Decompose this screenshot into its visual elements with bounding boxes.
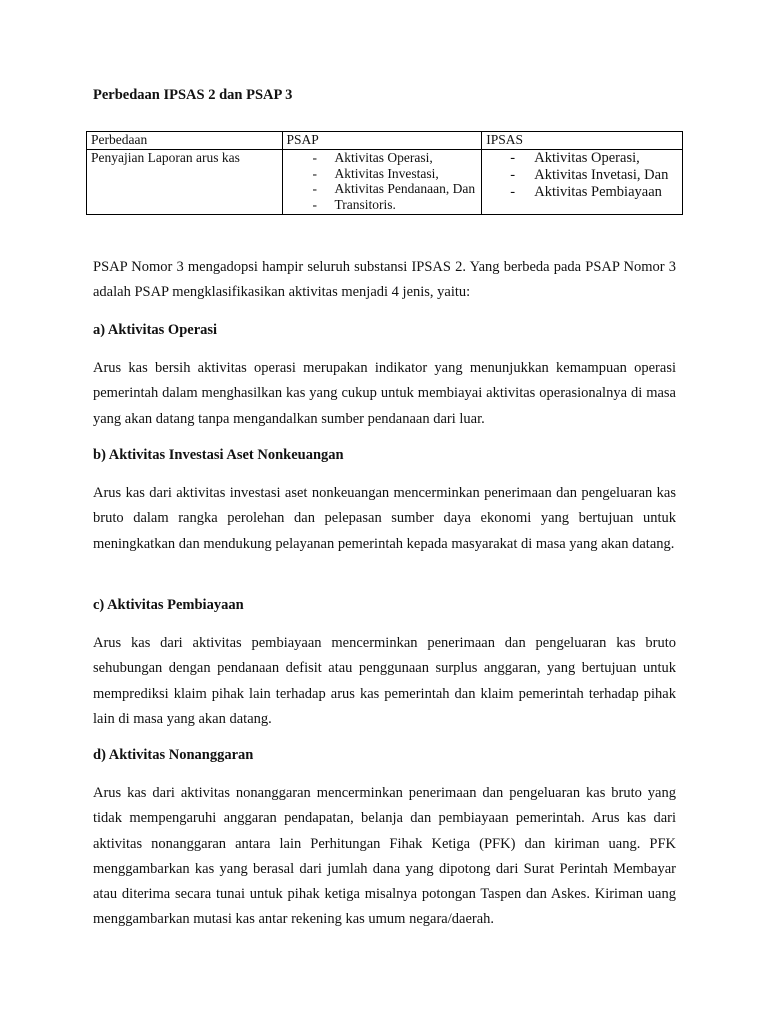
section-heading-pembiayaan: c) Aktivitas Pembiayaan [93, 597, 244, 613]
list-item: - Aktivitas Operasi, [486, 150, 678, 167]
psap-list [287, 150, 478, 214]
header-psap: PSAP [282, 132, 482, 150]
list-item: - Aktivitas Pembiayaan [486, 184, 678, 201]
section-body-nonanggaran: Arus kas dari aktivitas nonanggaran mencerminkan penerimaan dan pengeluaran kas bruto yang tidak mempengaruhi anggaran pendapatan, belanja dan pembiayaan pemerintah. Arus kas dari aktivitas nonanggaran antara lain Perhitungan Fihak Ketiga (PFK) dan kiriman uang. PFK menggambarkan kas yang berasal dari jumlah dana yang dipotong dari Surat Perintah Membayar atau diterima secara tunai untuk pihak ketiga misalnya potongan Taspen dan Askes. Kiriman uang menggambarkan mutasi kas antar rekening kas umum negara/daerah. [93, 785, 676, 928]
section-body-operasi: Arus kas bersih aktivitas operasi merupakan indikator yang menunjukkan kemampuan operasi pemerintah dalam menghasilkan kas yang cukup untuk membiayai aktivitas operasionalnya di masa yang akan datang tanpa mengandalkan sumber pendanaan dari luar. [93, 360, 676, 427]
section-heading-investasi: b) Aktivitas Investasi Aset Nonkeuangan [93, 447, 344, 463]
intro-paragraph: PSAP Nomor 3 mengadopsi hampir seluruh substansi IPSAS 2. Yang berbeda pada PSAP Nomor 3 adalah PSAP mengklasifikasikan aktivitas menjadi 4 jenis, yaitu: [93, 259, 676, 301]
list-item: - Aktivitas Pendanaan, Dan [287, 181, 478, 197]
psap-cell [282, 150, 482, 215]
section-body-pembiayaan: Arus kas dari aktivitas pembiayaan mencerminkan penerimaan dan pengeluaran kas bruto sehubungan dengan pendanaan defisit atau penggunaan surplus anggaran, yang bertujuan untuk memprediksi klaim pihak lain terhadap arus kas pemerintah dan klaim pemerintah terhadap pihak lain di masa yang akan datang. [93, 635, 676, 727]
section-heading-nonanggaran: d) Aktivitas Nonanggaran [93, 747, 254, 763]
list-item: - Aktivitas Investasi, [287, 166, 478, 182]
header-perbedaan: Perbedaan [87, 132, 283, 150]
comparison-table [86, 131, 683, 215]
header-ipsas: IPSAS [482, 132, 683, 150]
section-heading-operasi: a) Aktivitas Operasi [93, 322, 218, 338]
table-header-row [87, 132, 683, 150]
list-item: - Aktivitas Invetasi, Dan [486, 167, 678, 184]
ipsas-cell [482, 150, 683, 215]
row-label: Penyajian Laporan arus kas [87, 150, 283, 215]
list-item: - Aktivitas Operasi, [287, 150, 478, 166]
list-item: - Transitoris. [287, 197, 478, 213]
section-body-investasi: Arus kas dari aktivitas investasi aset nonkeuangan mencerminkan penerimaan dan pengeluaran kas bruto dalam rangka perolehan dan pelepasan sumber daya ekonomi yang bertujuan untuk meningkatkan dan mendukung pelayanan pemerintah kepada masyarakat di masa yang akan datang. [93, 485, 676, 552]
document-title: Perbedaan IPSAS 2 dan PSAP 3 [93, 87, 293, 103]
ipsas-list [486, 150, 678, 203]
table-row [87, 150, 683, 215]
